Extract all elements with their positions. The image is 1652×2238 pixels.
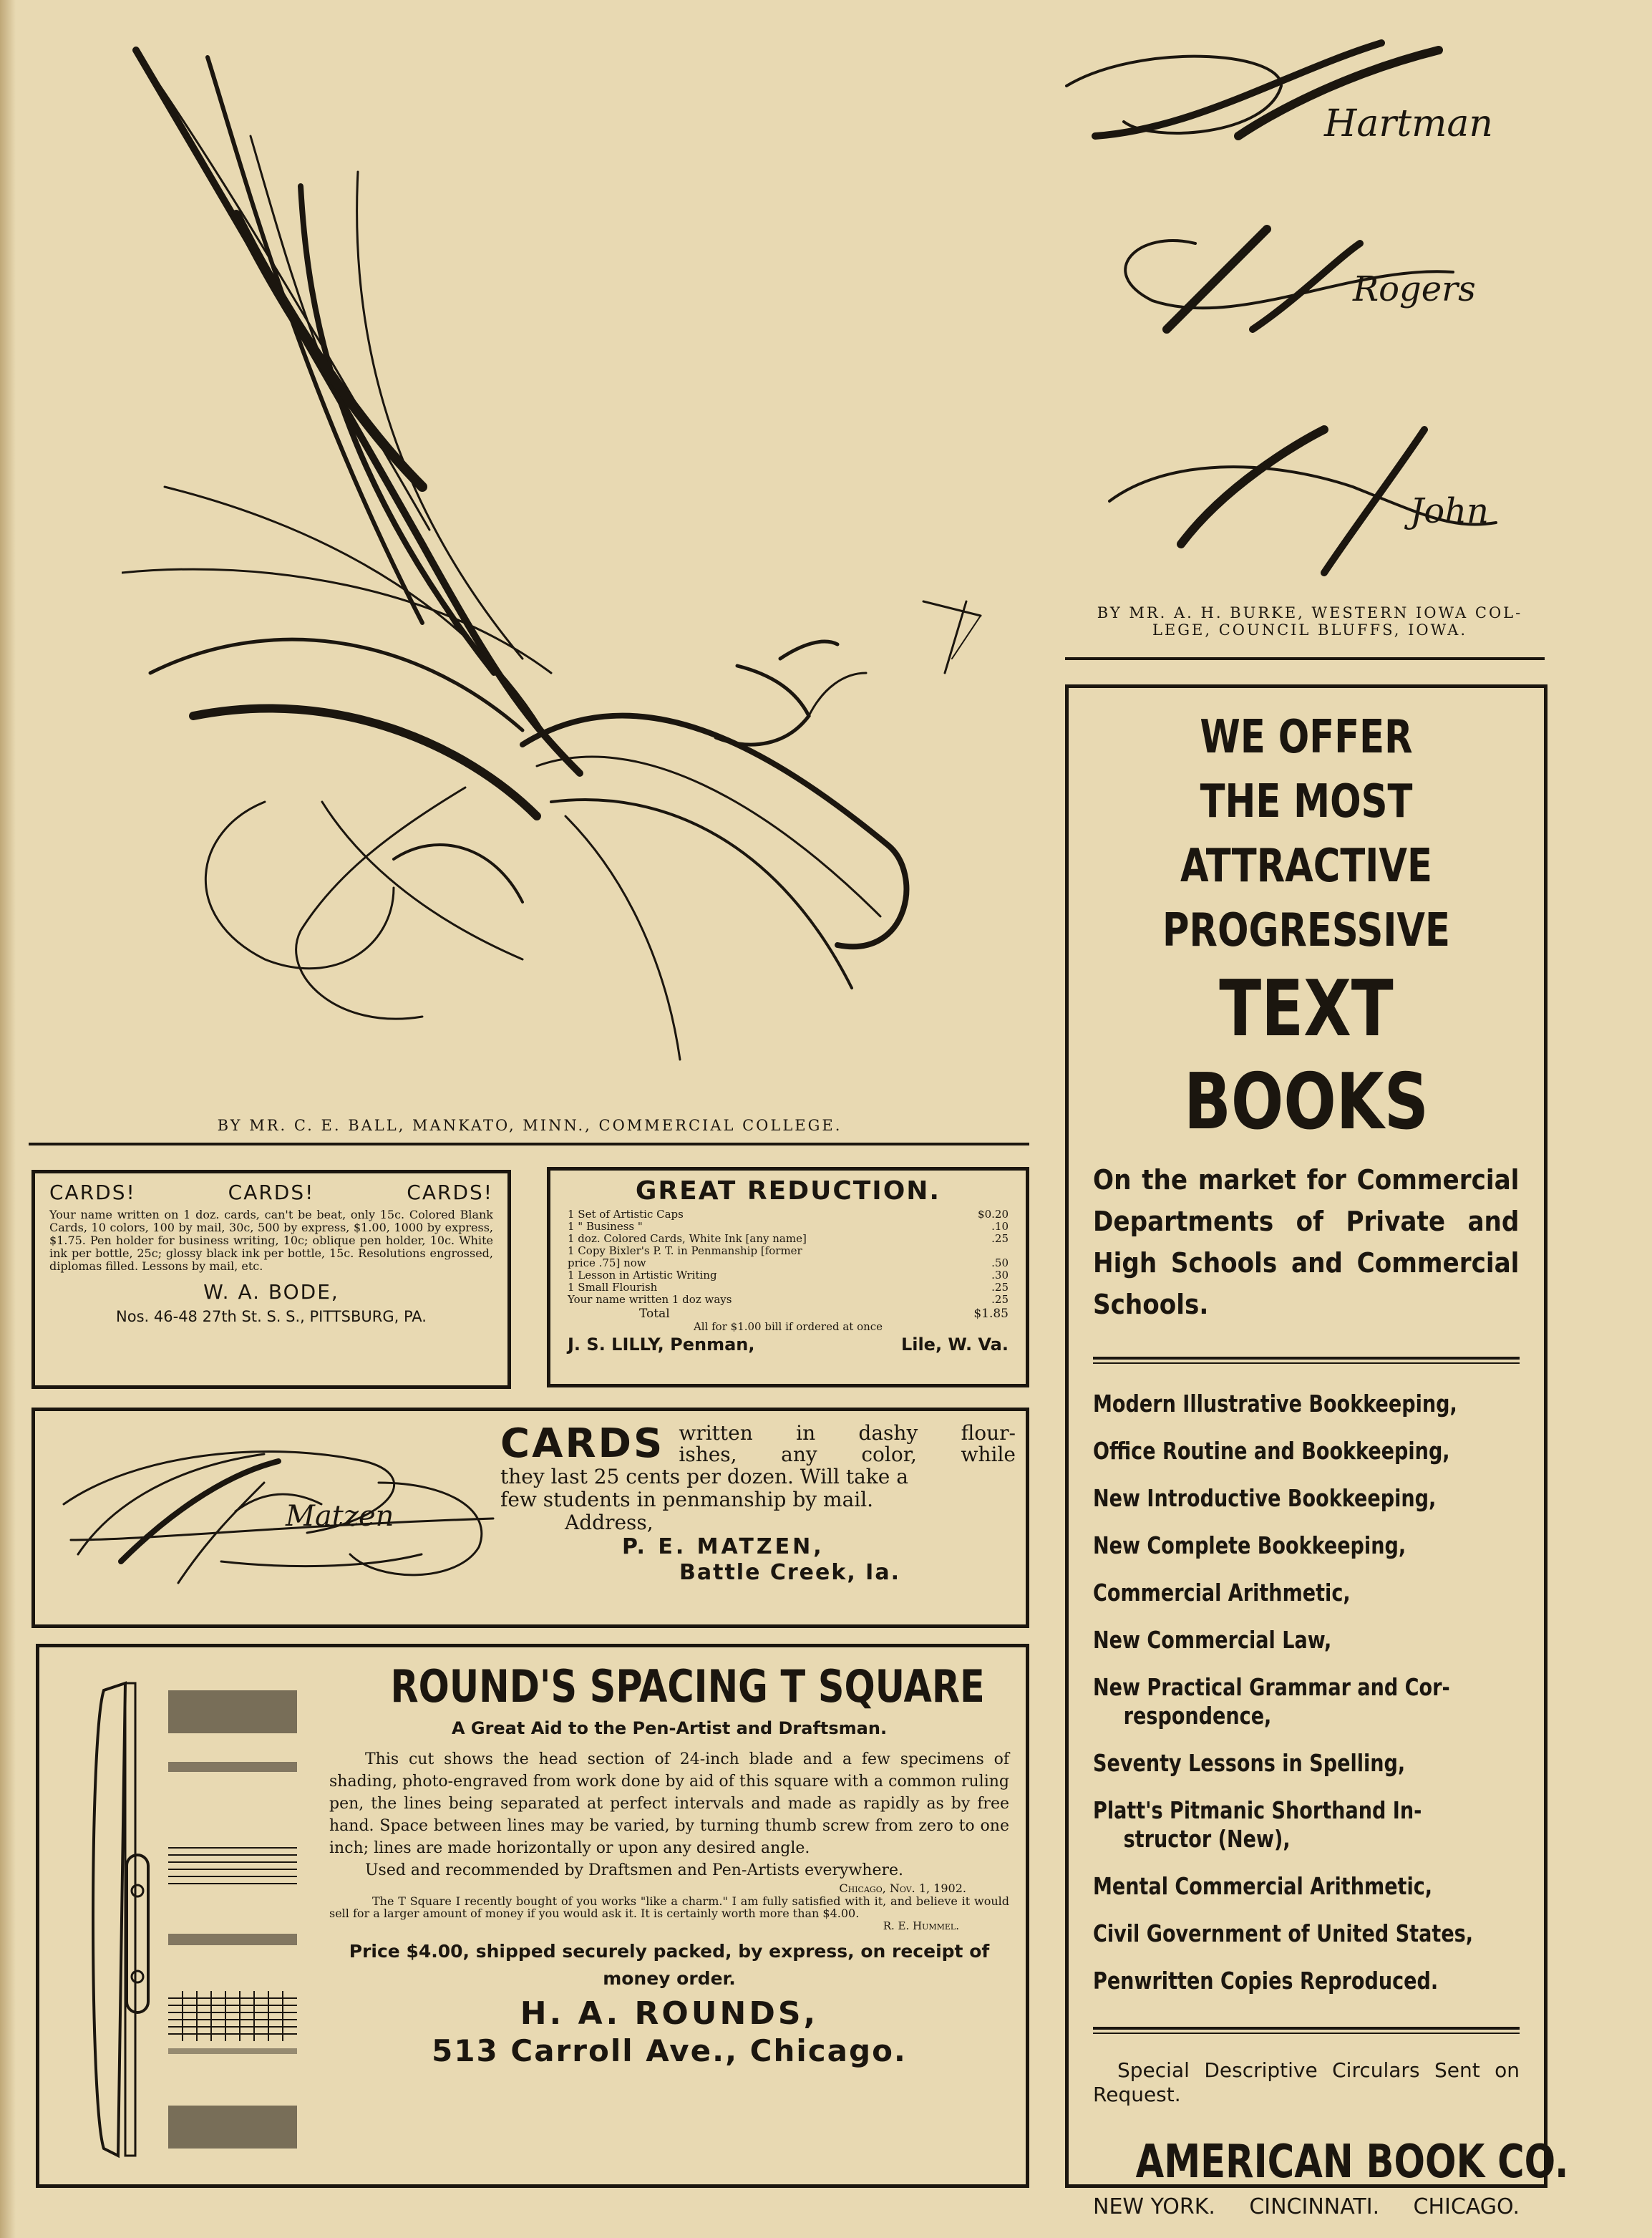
abc-book-item: Office Routine and Bookkeeping, — [1093, 1437, 1450, 1465]
matzen-line2: ishes, any color, while — [679, 1443, 1016, 1466]
matzen-line4: few students in penmanship by mail. — [500, 1488, 874, 1511]
matzen-city: Battle Creek, Ia. — [679, 1560, 900, 1585]
reduction-item — [568, 1208, 1009, 1221]
abc-book-item: Seventy Lessons in Spelling, — [1093, 1749, 1406, 1777]
abc-city-cincinnati: CINCINNATI. — [1249, 2194, 1380, 2219]
tsquare-body2: Used and recommended by Draftsmen and Pen-Artists everywhere. — [365, 1861, 904, 1879]
tsquare-subtitle: A Great Aid to the Pen-Artist and Draftsman. — [451, 1718, 888, 1738]
reduction-item-label: 1 " Business " — [568, 1220, 643, 1233]
abc-headline-1: WE OFFER — [1200, 711, 1413, 764]
abc-intro: On the market for Commercial Departments of Private and High Schools and Commercial Schools. — [1093, 1164, 1520, 1320]
reduction-item-label: 1 Lesson in Artistic Writing — [568, 1269, 717, 1282]
cards-header-1: CARDS! — [49, 1181, 136, 1204]
reduction-item-label: 1 doz. Colored Cards, White Ink [any name] — [568, 1232, 807, 1245]
reduction-item — [568, 1233, 1009, 1245]
reduction-item — [568, 1282, 1009, 1294]
matzen-line1: written in dashy flour- — [679, 1421, 1016, 1445]
matzen-signature-flourish — [49, 1425, 507, 1612]
matzen-name: P. E. MATZEN, — [622, 1534, 825, 1559]
burke-caption-line1: BY MR. A. H. BURKE, WESTERN IOWA COL- — [1097, 604, 1523, 621]
abc-book-item: New Introductive Bookkeeping, — [1093, 1484, 1437, 1512]
abc-headline-2: THE MOST — [1200, 775, 1413, 828]
abc-book-item: Penwritten Copies Reproduced. — [1093, 1967, 1439, 1995]
abc-book-item: structor (New), — [1123, 1825, 1291, 1853]
matzen-address-label: Address, — [565, 1511, 653, 1534]
reduction-item-price: .25 — [991, 1281, 1009, 1294]
abc-big-headline: TEXT BOOKS — [1184, 964, 1429, 1147]
reduction-item-price: $0.20 — [978, 1208, 1009, 1221]
abc-headline-3: ATTRACTIVE — [1180, 840, 1432, 893]
signature-hartman: Hartman — [1324, 102, 1493, 145]
abc-book-item: Mental Commercial Arithmetic, — [1093, 1872, 1433, 1900]
reduction-item-label: price .75] now — [568, 1256, 646, 1269]
reduction-ad — [547, 1167, 1029, 1387]
reduction-items — [568, 1208, 1009, 1306]
divider-rule — [1065, 657, 1545, 660]
abc-book-item: New Commercial Law, — [1093, 1626, 1332, 1654]
tsquare-illustration — [75, 1676, 347, 2170]
matzen-ad — [31, 1408, 1029, 1628]
reduction-item — [568, 1294, 1009, 1306]
matzen-line3: they last 25 cents per dozen. Will take a — [500, 1465, 908, 1488]
cards-header-3: CARDS! — [407, 1181, 493, 1204]
signature-john: John — [1410, 491, 1489, 531]
cards-header-2: CARDS! — [228, 1181, 315, 1204]
abc-book-item: New Complete Bookkeeping, — [1093, 1531, 1406, 1559]
matzen-cards-word: CARDS — [500, 1420, 665, 1467]
american-book-ad — [1065, 684, 1569, 2219]
cards-address: Nos. 46-48 27th St. S. S., PITTSBURG, PA. — [116, 1308, 427, 1325]
reduction-total-label: Total — [639, 1307, 670, 1321]
reduction-item-label: 1 Set of Artistic Caps — [568, 1208, 684, 1221]
abc-book-item: Platt's Pitmanic Shorthand In- — [1093, 1796, 1422, 1824]
abc-city-new-york: NEW YORK. — [1093, 2194, 1215, 2219]
abc-divider — [1093, 2027, 1520, 2030]
cards-body: Your name written on 1 doz. cards, can't be beat, only 15c. Colored Blank Cards, 10 colors, 100 by mail, 30c, 500 by express, $1.00, 1000 by express, $1.75. Pen holder for business writing, 10c; oblique pen holder, 10c. White ink per bottle, 25c; glossy black ink per bottle, 15c. Resolutions engrossed, diplomas filled. Lessons by mail, etc. — [49, 1208, 493, 1273]
abc-divider-thin — [1093, 2033, 1520, 2034]
reduction-item — [568, 1221, 1009, 1233]
reduction-item-label: 1 Small Flourish — [568, 1281, 658, 1294]
reduction-title: GREAT REDUCTION. — [635, 1176, 941, 1206]
abc-book-item: Civil Government of United States, — [1093, 1919, 1474, 1947]
abc-book-list — [1093, 1390, 1520, 1995]
burke-signatures — [1052, 29, 1568, 601]
abc-book-item: respondence, — [1123, 1702, 1272, 1730]
abc-city-chicago: CHICAGO. — [1413, 2194, 1520, 2219]
abc-divider — [1093, 1357, 1520, 1360]
reduction-place: Lile, W. Va. — [900, 1334, 1009, 1355]
tsquare-ad — [36, 1644, 1029, 2188]
ball-caption: BY MR. C. E. BALL, MANKATO, MINN., COMMERCIAL COLLEGE. — [217, 1117, 842, 1134]
reduction-item-price: .50 — [991, 1256, 1009, 1269]
bird-flourish-illustration — [122, 29, 1024, 1103]
reduction-item-price: .25 — [991, 1232, 1009, 1245]
abc-book-item: Modern Illustrative Bookkeeping, — [1093, 1390, 1457, 1418]
abc-book-item: New Practical Grammar and Cor- — [1093, 1673, 1450, 1701]
tsquare-testimonial-author: R. E. Hummel. — [883, 1919, 959, 1932]
tsquare-price: Price $4.00, shipped securely packed, by express, on receipt of money order. — [349, 1941, 990, 1989]
reduction-item-label: 1 Copy Bixler's P. T. in Penmanship [former — [568, 1244, 802, 1257]
divider-rule — [29, 1143, 1029, 1145]
signature-rogers: Rogers — [1353, 269, 1476, 309]
reduction-item-price: .10 — [991, 1220, 1009, 1233]
reduction-penman: J. S. LILLY, Penman, — [568, 1334, 755, 1355]
reduction-item — [568, 1257, 1009, 1269]
tsquare-title: ROUND'S SPACING T SQUARE — [390, 1660, 985, 1713]
reduction-item — [568, 1269, 1009, 1282]
tsquare-date: Chicago, Nov. 1, 1902. — [839, 1881, 966, 1895]
tsquare-name: H. A. ROUNDS, — [520, 1995, 819, 2032]
reduction-total-value: $1.85 — [973, 1307, 1009, 1321]
reduction-item-price: .25 — [991, 1293, 1009, 1306]
reduction-item-price: .30 — [991, 1269, 1009, 1282]
matzen-signature: Matzen — [286, 1500, 394, 1533]
reduction-item-label: Your name written 1 doz ways — [568, 1293, 732, 1306]
reduction-item — [568, 1245, 1009, 1257]
abc-company: AMERICAN BOOK CO. — [1135, 2136, 1569, 2189]
abc-divider-thin — [1093, 1362, 1520, 1364]
abc-special: Special Descriptive Circulars Sent on Request. — [1093, 2058, 1520, 2106]
burke-caption-line2: LEGE, COUNCIL BLUFFS, IOWA. — [1152, 621, 1468, 639]
tsquare-address: 513 Carroll Ave., Chicago. — [432, 2033, 907, 2068]
cards-name: W. A. BODE, — [203, 1280, 339, 1304]
abc-book-item: Commercial Arithmetic, — [1093, 1579, 1351, 1607]
abc-headline-4: PROGRESSIVE — [1162, 904, 1450, 957]
reduction-note: All for $1.00 bill if ordered at once — [693, 1320, 883, 1333]
cards-ad — [31, 1170, 511, 1389]
tsquare-testimonial: The T Square I recently bought of you works "like a charm." I am fully satisfied with it, and believe it would sell for a larger amount of money if you would ask it. It is certainly worth more than $4.00. — [329, 1894, 1009, 1920]
tsquare-body: This cut shows the head section of 24-inch blade and a few specimens of shading, photo-engraved from work done by aid of this square with a common ruling pen, the lines being separated at perfect intervals and made as rapidly as by free hand. Space between lines may be varied, by turning thumb screw from zero to one inch; lines are made horizontally or upon any desired angle. — [329, 1750, 1009, 1857]
page-spine-shadow — [0, 0, 16, 2238]
